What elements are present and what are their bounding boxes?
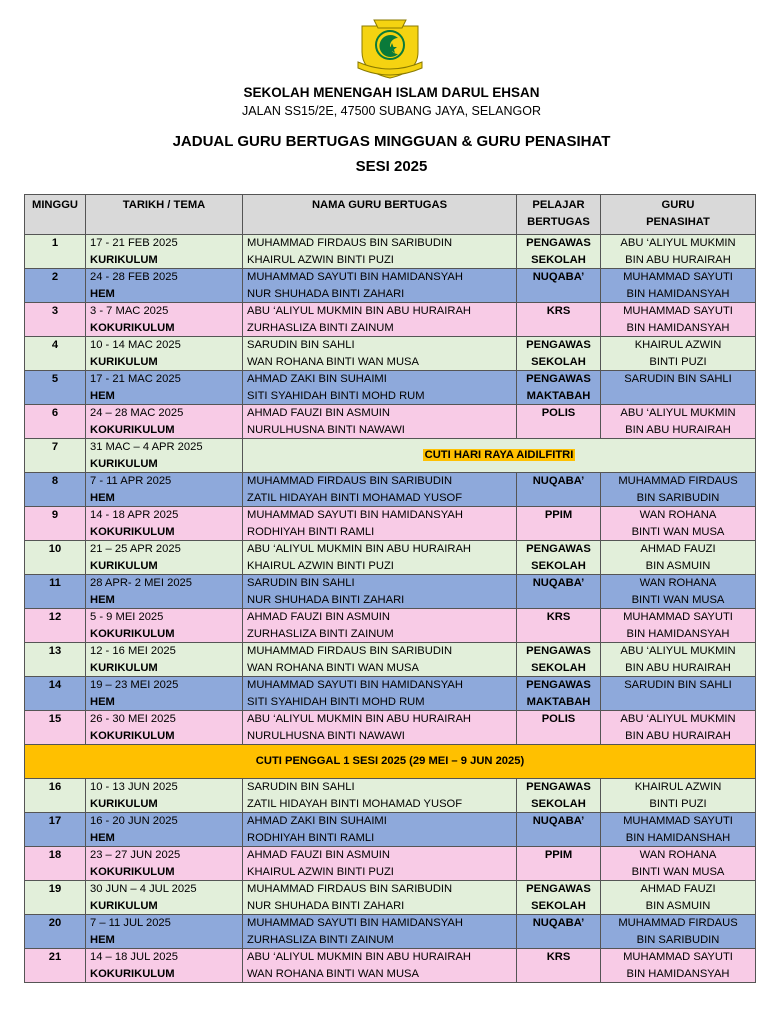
date-range: 7 – 11 JUL 2025 (90, 917, 171, 929)
table-row (25, 847, 756, 881)
student-duty-cell (517, 303, 601, 337)
table-row (25, 235, 756, 269)
duty-teachers-cell (243, 575, 517, 609)
theme-label: KURIKULUM (90, 355, 158, 368)
duty-teacher-name: WAN ROHANA BINTI WAN MUSA (247, 967, 419, 980)
advisor-cell (601, 337, 756, 371)
date-range: 30 JUN – 4 JUL 2025 (90, 883, 197, 895)
student-group: MAKTABAH (526, 389, 591, 402)
duty-teacher-name: NUR SHUHADA BINTI ZAHARI (247, 899, 405, 912)
week-number: 1 (25, 235, 86, 269)
week-number: 12 (25, 609, 86, 643)
theme-label: KURIKULUM (90, 797, 158, 810)
student-group: NUQABA’ (532, 475, 585, 487)
student-duty-cell (517, 473, 601, 507)
duty-teacher-name: SITI SYAHIDAH BINTI MOHD RUM (247, 389, 425, 402)
duty-teachers-cell (243, 643, 517, 677)
theme-label: KOKURIKULUM (90, 627, 175, 640)
table-row (25, 643, 756, 677)
duty-teacher-name: MUHAMMAD SAYUTI BIN HAMIDANSYAH (247, 917, 463, 929)
duty-teacher-name: ABU ‘ALIYUL MUKMIN BIN ABU HURAIRAH (247, 713, 472, 725)
date-range: 10 - 13 JUN 2025 (90, 781, 178, 793)
advisor-name: ABU ‘ALIYUL MUKMIN (620, 407, 736, 419)
student-group: SEKOLAH (531, 355, 586, 368)
table-row (25, 609, 756, 643)
theme-label: KURIKULUM (90, 559, 158, 572)
date-theme-cell (86, 949, 243, 983)
theme-label: KOKURIKULUM (90, 865, 175, 878)
duty-teacher-name: KHAIRUL AZWIN BINTI PUZI (247, 253, 394, 266)
table-row (25, 915, 756, 949)
student-group: SEKOLAH (531, 899, 586, 912)
student-group: SEKOLAH (531, 661, 586, 674)
advisor-cell (601, 779, 756, 813)
date-theme-cell (86, 711, 243, 745)
term-break-banner-row (25, 745, 756, 779)
student-duty-cell (517, 915, 601, 949)
week-number: 21 (25, 949, 86, 983)
duty-teacher-name: NUR SHUHADA BINTI ZAHARI (247, 593, 405, 606)
advisor-name: BINTI PUZI (649, 355, 707, 368)
student-group: NUQABA’ (532, 917, 585, 929)
duty-teacher-name: ZURHASLIZA BINTI ZAINUM (247, 933, 394, 946)
week-number: 19 (25, 881, 86, 915)
theme-label: HEM (90, 831, 115, 844)
date-theme-cell (86, 337, 243, 371)
theme-label: HEM (90, 287, 115, 300)
duty-teachers-cell (243, 405, 517, 439)
advisor-name: MUHAMMAD SAYUTI (623, 271, 733, 283)
date-theme-cell (86, 303, 243, 337)
date-theme-cell (86, 609, 243, 643)
student-group: MAKTABAH (526, 695, 591, 708)
student-group: KRS (546, 951, 571, 963)
date-range: 31 MAC – 4 APR 2025 (90, 441, 203, 453)
advisor-cell (601, 813, 756, 847)
advisor-name: BINTI WAN MUSA (631, 525, 725, 538)
student-group: PPIM (544, 849, 573, 861)
duty-teacher-name: WAN ROHANA BINTI WAN MUSA (247, 661, 419, 674)
duty-teacher-name: MUHAMMAD FIRDAUS BIN SARIBUDIN (247, 237, 453, 249)
student-group: KRS (546, 611, 571, 623)
advisor-cell (601, 405, 756, 439)
advisor-cell (601, 847, 756, 881)
date-theme-cell (86, 847, 243, 881)
advisor-name: BIN HAMIDANSYAH (626, 967, 730, 980)
theme-label: KURIKULUM (90, 253, 158, 266)
document-title: JADUAL GURU BERTUGAS MINGGUAN & GURU PENASIHAT (172, 133, 611, 150)
advisor-name: BIN ABU HURAIRAH (625, 423, 731, 436)
advisor-cell (601, 575, 756, 609)
holiday-cell (243, 439, 756, 473)
student-duty-cell (517, 235, 601, 269)
advisor-cell (601, 677, 756, 711)
student-duty-cell (517, 371, 601, 405)
week-number: 10 (25, 541, 86, 575)
week-number: 13 (25, 643, 86, 677)
table-row (25, 813, 756, 847)
student-duty-cell (517, 541, 601, 575)
date-range: 24 – 28 MAC 2025 (90, 407, 184, 419)
duty-teachers-cell (243, 881, 517, 915)
advisor-name: WAN ROHANA (639, 509, 717, 521)
advisor-name: BIN HAMIDANSYAH (626, 321, 730, 334)
duty-teachers-cell (243, 711, 517, 745)
holiday-label: CUTI HARI RAYA AIDILFITRI (424, 449, 574, 462)
advisor-cell (601, 915, 756, 949)
student-duty-cell (517, 881, 601, 915)
table-row (25, 269, 756, 303)
date-theme-cell (86, 779, 243, 813)
duty-teacher-name: NURULHUSNA BINTI NAWAWI (247, 423, 405, 436)
duty-teacher-name: SITI SYAHIDAH BINTI MOHD RUM (247, 695, 425, 708)
student-group: KRS (546, 305, 571, 317)
duty-teacher-name: SARUDIN BIN SAHLI (247, 781, 355, 793)
date-theme-cell (86, 915, 243, 949)
week-number: 9 (25, 507, 86, 541)
week-number: 6 (25, 405, 86, 439)
col-header-tarikh: TARIKH / TEMA (86, 195, 243, 235)
advisor-cell (601, 473, 756, 507)
date-theme-cell (86, 677, 243, 711)
advisor-name: BINTI WAN MUSA (631, 593, 725, 606)
col-header-penasihat: GURU PENASIHAT (601, 195, 756, 235)
advisor-name: SARUDIN BIN SAHLI (624, 373, 732, 385)
student-group: POLIS (541, 407, 576, 419)
week-number: 11 (25, 575, 86, 609)
school-address: JALAN SS15/2E, 47500 SUBANG JAYA, SELANGOR (242, 104, 541, 118)
student-group: NUQABA’ (532, 577, 585, 589)
table-row (25, 337, 756, 371)
date-theme-cell (86, 439, 243, 473)
duty-teacher-name: MUHAMMAD SAYUTI BIN HAMIDANSYAH (247, 271, 463, 283)
theme-label: KOKURIKULUM (90, 967, 175, 980)
date-theme-cell (86, 575, 243, 609)
student-duty-cell (517, 643, 601, 677)
advisor-cell (601, 643, 756, 677)
advisor-name: BIN ABU HURAIRAH (625, 661, 731, 674)
student-group: PENGAWAS (526, 373, 591, 385)
student-group: PENGAWAS (526, 781, 591, 793)
table-row (25, 439, 756, 473)
duty-teacher-name: ABU ‘ALIYUL MUKMIN BIN ABU HURAIRAH (247, 951, 472, 963)
week-number: 4 (25, 337, 86, 371)
table-row (25, 711, 756, 745)
advisor-cell (601, 711, 756, 745)
school-crest-logo (352, 12, 428, 80)
advisor-name: MUHAMMAD FIRDAUS (618, 917, 738, 929)
week-number: 3 (25, 303, 86, 337)
table-header-row (25, 195, 756, 235)
student-group: PENGAWAS (526, 883, 591, 895)
advisor-name: AHMAD FAUZI (640, 543, 716, 555)
advisor-name: ABU ‘ALIYUL MUKMIN (620, 713, 736, 725)
table-row (25, 779, 756, 813)
date-theme-cell (86, 235, 243, 269)
term-break-banner: CUTI PENGGAL 1 SESI 2025 (29 MEI – 9 JUN 2025) (25, 745, 756, 779)
student-group: NUQABA’ (532, 271, 585, 283)
col-header-nama: NAMA GURU BERTUGAS (243, 195, 517, 235)
week-number: 14 (25, 677, 86, 711)
student-duty-cell (517, 711, 601, 745)
duty-teachers-cell (243, 847, 517, 881)
school-name: SEKOLAH MENENGAH ISLAM DARUL EHSAN (243, 85, 540, 100)
duty-teacher-name: SARUDIN BIN SAHLI (247, 577, 355, 589)
advisor-name: KHAIRUL AZWIN (634, 781, 722, 793)
duty-teacher-name: ZURHASLIZA BINTI ZAINUM (247, 627, 394, 640)
duty-teacher-name: AHMAD FAUZI BIN ASMUIN (247, 407, 390, 419)
duty-teacher-name: KHAIRUL AZWIN BINTI PUZI (247, 559, 394, 572)
table-row (25, 541, 756, 575)
advisor-name: ABU ‘ALIYUL MUKMIN (620, 237, 736, 249)
table-row (25, 371, 756, 405)
student-duty-cell (517, 609, 601, 643)
duty-teacher-name: WAN ROHANA BINTI WAN MUSA (247, 355, 419, 368)
advisor-name: WAN ROHANA (639, 577, 717, 589)
date-range: 5 - 9 MEI 2025 (90, 611, 164, 623)
student-group: PENGAWAS (526, 237, 591, 249)
student-group: SEKOLAH (531, 797, 586, 810)
advisor-name: BIN ASMUIN (645, 899, 711, 912)
theme-label: KOKURIKULUM (90, 423, 175, 436)
student-duty-cell (517, 575, 601, 609)
date-range: 21 – 25 APR 2025 (90, 543, 181, 555)
student-group: PENGAWAS (526, 543, 591, 555)
duty-teacher-name: AHMAD ZAKI BIN SUHAIMI (247, 815, 387, 827)
week-number: 15 (25, 711, 86, 745)
advisor-name: MUHAMMAD SAYUTI (623, 815, 733, 827)
date-range: 3 - 7 MAC 2025 (90, 305, 169, 317)
theme-label: HEM (90, 389, 115, 402)
date-range: 10 - 14 MAC 2025 (90, 339, 181, 351)
date-range: 23 – 27 JUN 2025 (90, 849, 181, 861)
advisor-name: BIN ABU HURAIRAH (625, 729, 731, 742)
student-duty-cell (517, 337, 601, 371)
duty-teachers-cell (243, 541, 517, 575)
duty-teachers-cell (243, 337, 517, 371)
student-group: PENGAWAS (526, 679, 591, 691)
week-number: 17 (25, 813, 86, 847)
student-group: SEKOLAH (531, 253, 586, 266)
duty-teacher-name: SARUDIN BIN SAHLI (247, 339, 355, 351)
duty-teachers-cell (243, 269, 517, 303)
date-theme-cell (86, 813, 243, 847)
table-row (25, 881, 756, 915)
duty-teacher-name: KHAIRUL AZWIN BINTI PUZI (247, 865, 394, 878)
advisor-name: BIN HAMIDANSHAH (625, 831, 731, 844)
theme-label: KOKURIKULUM (90, 321, 175, 334)
date-range: 12 - 16 MEI 2025 (90, 645, 176, 657)
student-group: PPIM (544, 509, 573, 521)
advisor-name: BIN ASMUIN (645, 559, 711, 572)
date-theme-cell (86, 269, 243, 303)
duty-teachers-cell (243, 235, 517, 269)
week-number: 2 (25, 269, 86, 303)
theme-label: KURIKULUM (90, 457, 158, 470)
col-header-minggu: MINGGU (25, 195, 86, 235)
advisor-cell (601, 235, 756, 269)
date-range: 24 - 28 FEB 2025 (90, 271, 178, 283)
date-range: 14 – 18 JUL 2025 (90, 951, 178, 963)
duty-teachers-cell (243, 473, 517, 507)
duty-teacher-name: AHMAD FAUZI BIN ASMUIN (247, 849, 390, 861)
advisor-name: BINTI PUZI (649, 797, 707, 810)
advisor-name: BIN SARIBUDIN (636, 933, 720, 946)
advisor-name: SARUDIN BIN SAHLI (624, 679, 732, 691)
duty-teacher-name: NUR SHUHADA BINTI ZAHARI (247, 287, 405, 300)
theme-label: HEM (90, 593, 115, 606)
duty-teachers-cell (243, 949, 517, 983)
week-number: 16 (25, 779, 86, 813)
table-row (25, 405, 756, 439)
advisor-cell (601, 949, 756, 983)
student-group: PENGAWAS (526, 645, 591, 657)
table-row (25, 949, 756, 983)
advisor-name: BIN SARIBUDIN (636, 491, 720, 504)
duty-teachers-cell (243, 609, 517, 643)
duty-teacher-name: MUHAMMAD FIRDAUS BIN SARIBUDIN (247, 883, 453, 895)
date-range: 16 - 20 JUN 2025 (90, 815, 178, 827)
theme-label: KOKURIKULUM (90, 729, 175, 742)
student-group: POLIS (541, 713, 576, 725)
theme-label: HEM (90, 933, 115, 946)
advisor-name: MUHAMMAD SAYUTI (623, 305, 733, 317)
advisor-name: KHAIRUL AZWIN (634, 339, 722, 351)
table-row (25, 507, 756, 541)
advisor-cell (601, 507, 756, 541)
week-number: 7 (25, 439, 86, 473)
advisor-name: AHMAD FAUZI (640, 883, 716, 895)
advisor-cell (601, 303, 756, 337)
student-group: SEKOLAH (531, 559, 586, 572)
duty-teacher-name: NURULHUSNA BINTI NAWAWI (247, 729, 405, 742)
student-group: PENGAWAS (526, 339, 591, 351)
duty-teachers-cell (243, 303, 517, 337)
date-range: 17 - 21 FEB 2025 (90, 237, 178, 249)
duty-teachers-cell (243, 779, 517, 813)
advisor-name: BIN ABU HURAIRAH (625, 253, 731, 266)
theme-label: KOKURIKULUM (90, 525, 175, 538)
duty-teachers-cell (243, 915, 517, 949)
date-theme-cell (86, 405, 243, 439)
date-theme-cell (86, 881, 243, 915)
student-duty-cell (517, 405, 601, 439)
advisor-name: MUHAMMAD SAYUTI (623, 951, 733, 963)
student-duty-cell (517, 847, 601, 881)
date-range: 17 - 21 MAC 2025 (90, 373, 181, 385)
date-range: 7 - 11 APR 2025 (90, 475, 172, 487)
week-number: 18 (25, 847, 86, 881)
advisor-cell (601, 609, 756, 643)
date-theme-cell (86, 371, 243, 405)
date-theme-cell (86, 541, 243, 575)
week-number: 5 (25, 371, 86, 405)
advisor-name: BIN HAMIDANSYAH (626, 287, 730, 300)
student-duty-cell (517, 813, 601, 847)
duty-teacher-name: ABU ‘ALIYUL MUKMIN BIN ABU HURAIRAH (247, 305, 472, 317)
student-duty-cell (517, 507, 601, 541)
col-header-pelajar: PELAJAR BERTUGAS (517, 195, 601, 235)
advisor-cell (601, 881, 756, 915)
duty-teacher-name: ZURHASLIZA BINTI ZAINUM (247, 321, 394, 334)
advisor-cell (601, 371, 756, 405)
date-range: 26 - 30 MEI 2025 (90, 713, 176, 725)
theme-label: HEM (90, 491, 115, 504)
student-duty-cell (517, 269, 601, 303)
advisor-cell (601, 541, 756, 575)
duty-teacher-name: MUHAMMAD FIRDAUS BIN SARIBUDIN (247, 645, 453, 657)
duty-teachers-cell (243, 677, 517, 711)
duty-teacher-name: RODHIYAH BINTI RAMLI (247, 525, 375, 538)
student-group: NUQABA’ (532, 815, 585, 827)
date-theme-cell (86, 507, 243, 541)
student-duty-cell (517, 779, 601, 813)
advisor-name: MUHAMMAD SAYUTI (623, 611, 733, 623)
duty-teacher-name: ZATIL HIDAYAH BINTI MOHAMAD YUSOF (247, 491, 463, 504)
duty-teacher-name: ABU ‘ALIYUL MUKMIN BIN ABU HURAIRAH (247, 543, 472, 555)
table-row (25, 575, 756, 609)
duty-teacher-name: AHMAD ZAKI BIN SUHAIMI (247, 373, 387, 385)
duty-teachers-cell (243, 371, 517, 405)
date-range: 19 – 23 MEI 2025 (90, 679, 179, 691)
student-duty-cell (517, 949, 601, 983)
document-subtitle: SESI 2025 (355, 158, 428, 175)
date-theme-cell (86, 643, 243, 677)
duty-teachers-cell (243, 813, 517, 847)
theme-label: KURIKULUM (90, 661, 158, 674)
student-duty-cell (517, 677, 601, 711)
school-crest-icon (352, 12, 428, 80)
advisor-name: BIN HAMIDANSYAH (626, 627, 730, 640)
advisor-name: ABU ‘ALIYUL MUKMIN (620, 645, 736, 657)
week-number: 20 (25, 915, 86, 949)
duty-teacher-name: MUHAMMAD SAYUTI BIN HAMIDANSYAH (247, 679, 463, 691)
advisor-cell (601, 269, 756, 303)
advisor-name: MUHAMMAD FIRDAUS (618, 475, 738, 487)
duty-teacher-name: AHMAD FAUZI BIN ASMUIN (247, 611, 390, 623)
date-range: 28 APR- 2 MEI 2025 (90, 577, 192, 589)
duty-teacher-name: RODHIYAH BINTI RAMLI (247, 831, 375, 844)
duty-teacher-name: MUHAMMAD SAYUTI BIN HAMIDANSYAH (247, 509, 463, 521)
table-row (25, 677, 756, 711)
duty-teacher-name: MUHAMMAD FIRDAUS BIN SARIBUDIN (247, 475, 453, 487)
date-theme-cell (86, 473, 243, 507)
theme-label: HEM (90, 695, 115, 708)
table-row (25, 303, 756, 337)
duty-teacher-name: ZATIL HIDAYAH BINTI MOHAMAD YUSOF (247, 797, 463, 810)
table-row (25, 473, 756, 507)
week-number: 8 (25, 473, 86, 507)
schedule-table (24, 194, 756, 983)
advisor-name: WAN ROHANA (639, 849, 717, 861)
theme-label: KURIKULUM (90, 899, 158, 912)
duty-teachers-cell (243, 507, 517, 541)
date-range: 14 - 18 APR 2025 (90, 509, 179, 521)
advisor-name: BINTI WAN MUSA (631, 865, 725, 878)
